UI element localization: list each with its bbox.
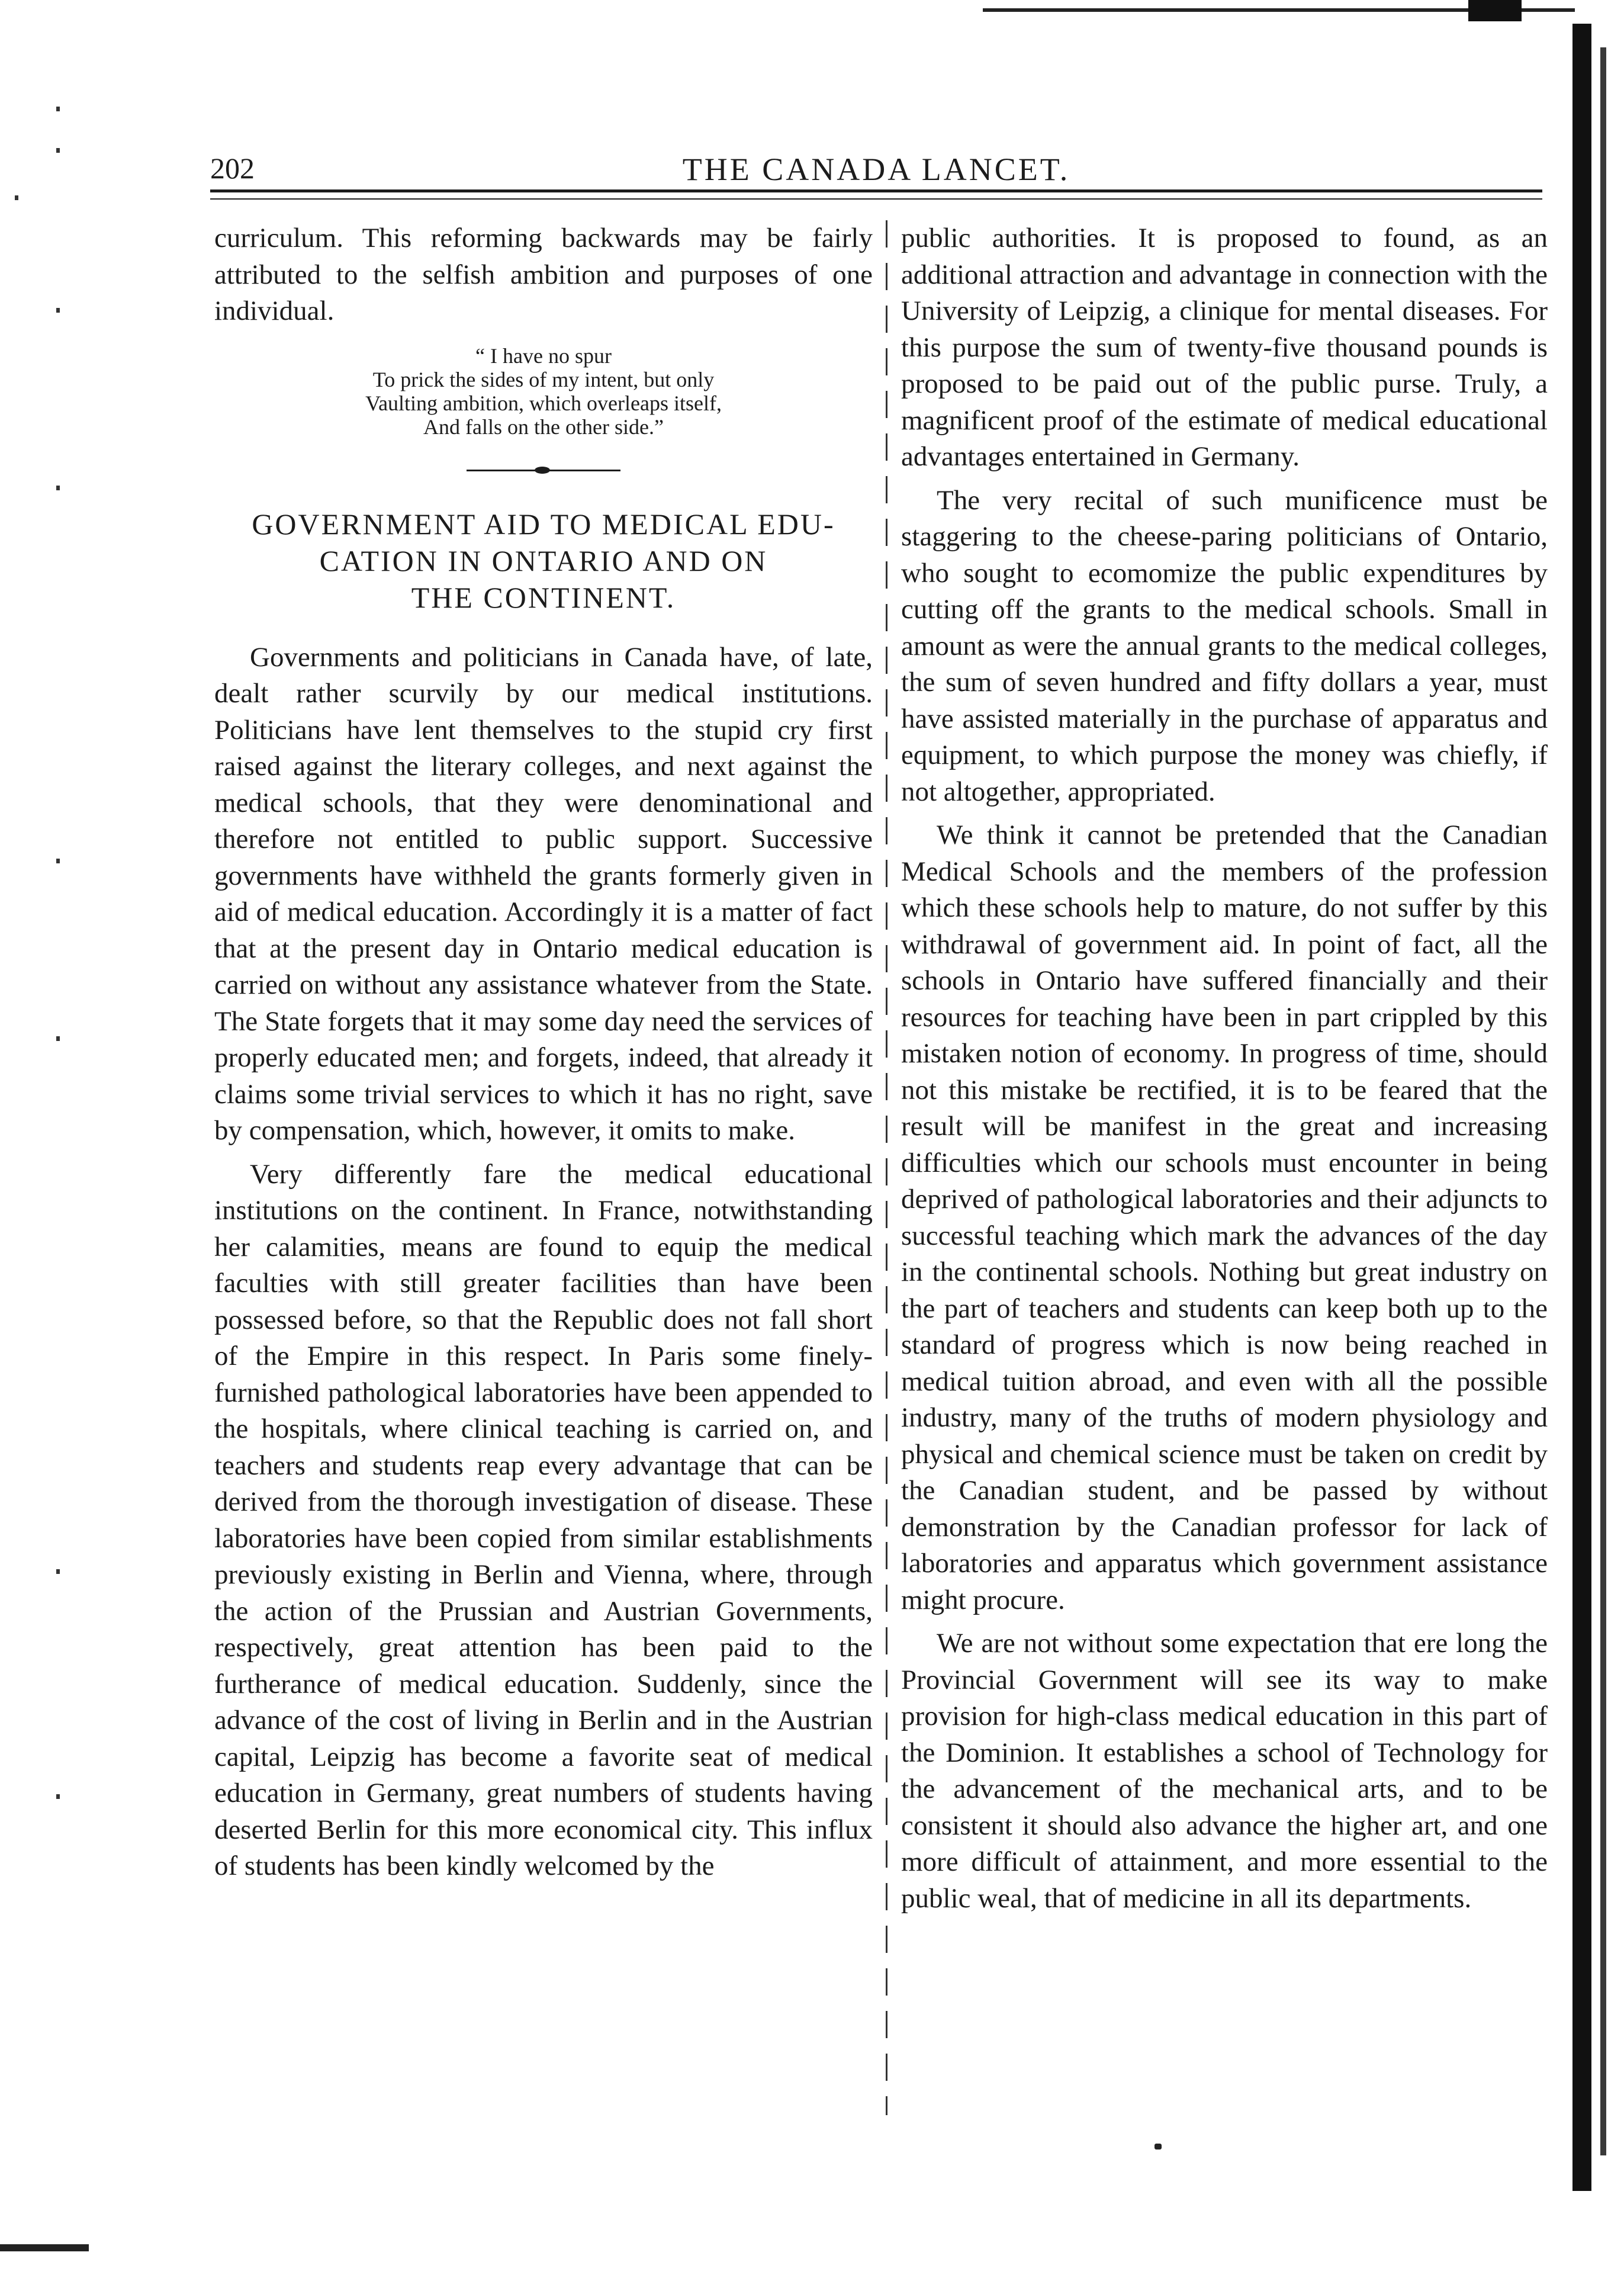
body-paragraph: public authorities. It is proposed to found, as an additional attraction and advantage in connection with the University of Leipzig, a clinique for mental diseases. For this purpose the sum of twenty-five thousand pounds is proposed to be paid out of the public purse. Truly, a magnificent proof of the estimate of medical educational advantages entertained in Germany. <box>901 223 1548 472</box>
journal-title: THE CANADA LANCET. <box>682 152 1070 187</box>
page-number: 202 <box>210 152 255 185</box>
right-column <box>901 220 1548 1917</box>
section-separator <box>467 470 620 471</box>
heading-line: GOVERNMENT AID TO MEDICAL EDU- <box>252 507 835 541</box>
quotation-line: To prick the sides of my intent, but only <box>372 367 715 391</box>
body-paragraph: Very differently fare the medical educational institutions on the continent. In France, notwithstanding her calamities, means are found to equip the medical faculties with still greater facilities than have been possessed before, so that the Republic does not fall short of the Empire in this respect. In Paris some finely-furnished pathological laboratories have been appended to the hospitals, where clinical teaching is carried on, and teachers and students reap every advantage that can be derived from the thorough investigation of disease. These laboratories have been copied from similar establishments previously existing in Berlin and Vienna, where, through the action of the Prussian and Austrian Governments, respectively, great attention has been paid to the furtherance of medical education. Suddenly, since the advance of the cost of living in Berlin and in the Austrian capital, Leipzig has become a favorite seat of medical education in Germany, great numbers of students having deserted Berlin for this more economical city. This influx of students has been kindly welcomed by the <box>214 1158 873 1881</box>
heading-line: THE CONTINENT. <box>411 580 676 614</box>
quotation-line: And falls on the other side.” <box>423 415 664 439</box>
running-head <box>210 151 1542 192</box>
column-divider <box>886 220 887 2115</box>
quotation-line: Vaulting ambition, which overleaps itself, <box>365 391 722 415</box>
scan-edge-blob <box>1468 0 1522 21</box>
scan-edge-artifact-right <box>1572 24 1591 2191</box>
article-heading <box>214 506 873 616</box>
heading-line: CATION IN ONTARIO AND ON <box>319 544 768 577</box>
header-rule-thin <box>210 198 1542 200</box>
body-paragraph: The very recital of such munificence must be staggering to the cheese-paring politicians of Ontario, who sought to ecomomize the public expenditures by cutting off the grants to the medical schools. Small in amount as were the annual grants to the medical colleges, the sum of seven hundred and fifty dollars a year, must have assisted materially in the purchase of apparatus and equipment, to which purpose the money was chiefly, if not altogether, appropriated. <box>901 484 1548 807</box>
body-paragraph: We are not without some expectation that ere long the Provincial Government will see its way to make provision for high-class medical education in this part of the Dominion. It establishes a school of Technology for the advancement of the mechanical arts, and to be consistent it should also advance the higher art, and one more difficult of attainment, and more essential to the public weal, that of medicine in all its departments. <box>901 1628 1548 1914</box>
scan-edge-artifact-right-inner <box>1600 47 1606 2155</box>
left-column <box>214 220 873 1885</box>
continued-paragraph: curriculum. This reforming backwards may be fairly attributed to the selfish ambition and purposes of one individual. <box>214 223 873 326</box>
body-paragraph: We think it cannot be pretended that the Canadian Medical Schools and the members of the profession which these schools help to mature, do not suffer by this withdrawal of government aid. In point of fact, all the schools in Ontario have suffered financially and their resources for teaching have been in part crippled by this mistaken notion of economy. In progress of time, should not this mistake be rectified, it is to be feared that the result will be manifest in the great and increasing difficulties which our schools must encounter in being deprived of pathological laboratories and their adjuncts to successful teaching which mark the advances of the day in the continental schools. Nothing but great industry on the part of teachers and students can keep both up to the standard of progress which is now being reached in medical tuition abroad, and even with all the possible industry, many of the truths of modern physiology and physical and chemical science must be taken on credit by the Canadian student, and be passed by without demonstration by the Canadian professor for lack of laboratories and apparatus which government assistance might procure. <box>901 820 1548 1615</box>
quotation-line: “ I have no spur <box>475 343 612 368</box>
quotation <box>214 344 873 439</box>
header-rule-thick <box>210 189 1542 192</box>
scan-edge-artifact-bottom <box>0 2244 89 2251</box>
ink-speck <box>1155 2144 1162 2150</box>
body-paragraph: Governments and politicians in Canada have, of late, dealt rather scurvily by our medical institutions. Politicians have lent themselves to the stupid cry first raised against the literary colleges, and next against the medical schools, that they were denominational and therefore not entitled to public support. Successive governments have withheld the grants formerly given in aid of medical education. Accordingly it is a matter of fact that at the present day in Ontario medical education is carried on without any assistance whatever from the State. The State forgets that it may some day need the services of properly educated men; and forgets, indeed, that already it claims some trivial services to which it has no right, save by compensation, which, however, it omits to make. <box>214 641 873 1146</box>
